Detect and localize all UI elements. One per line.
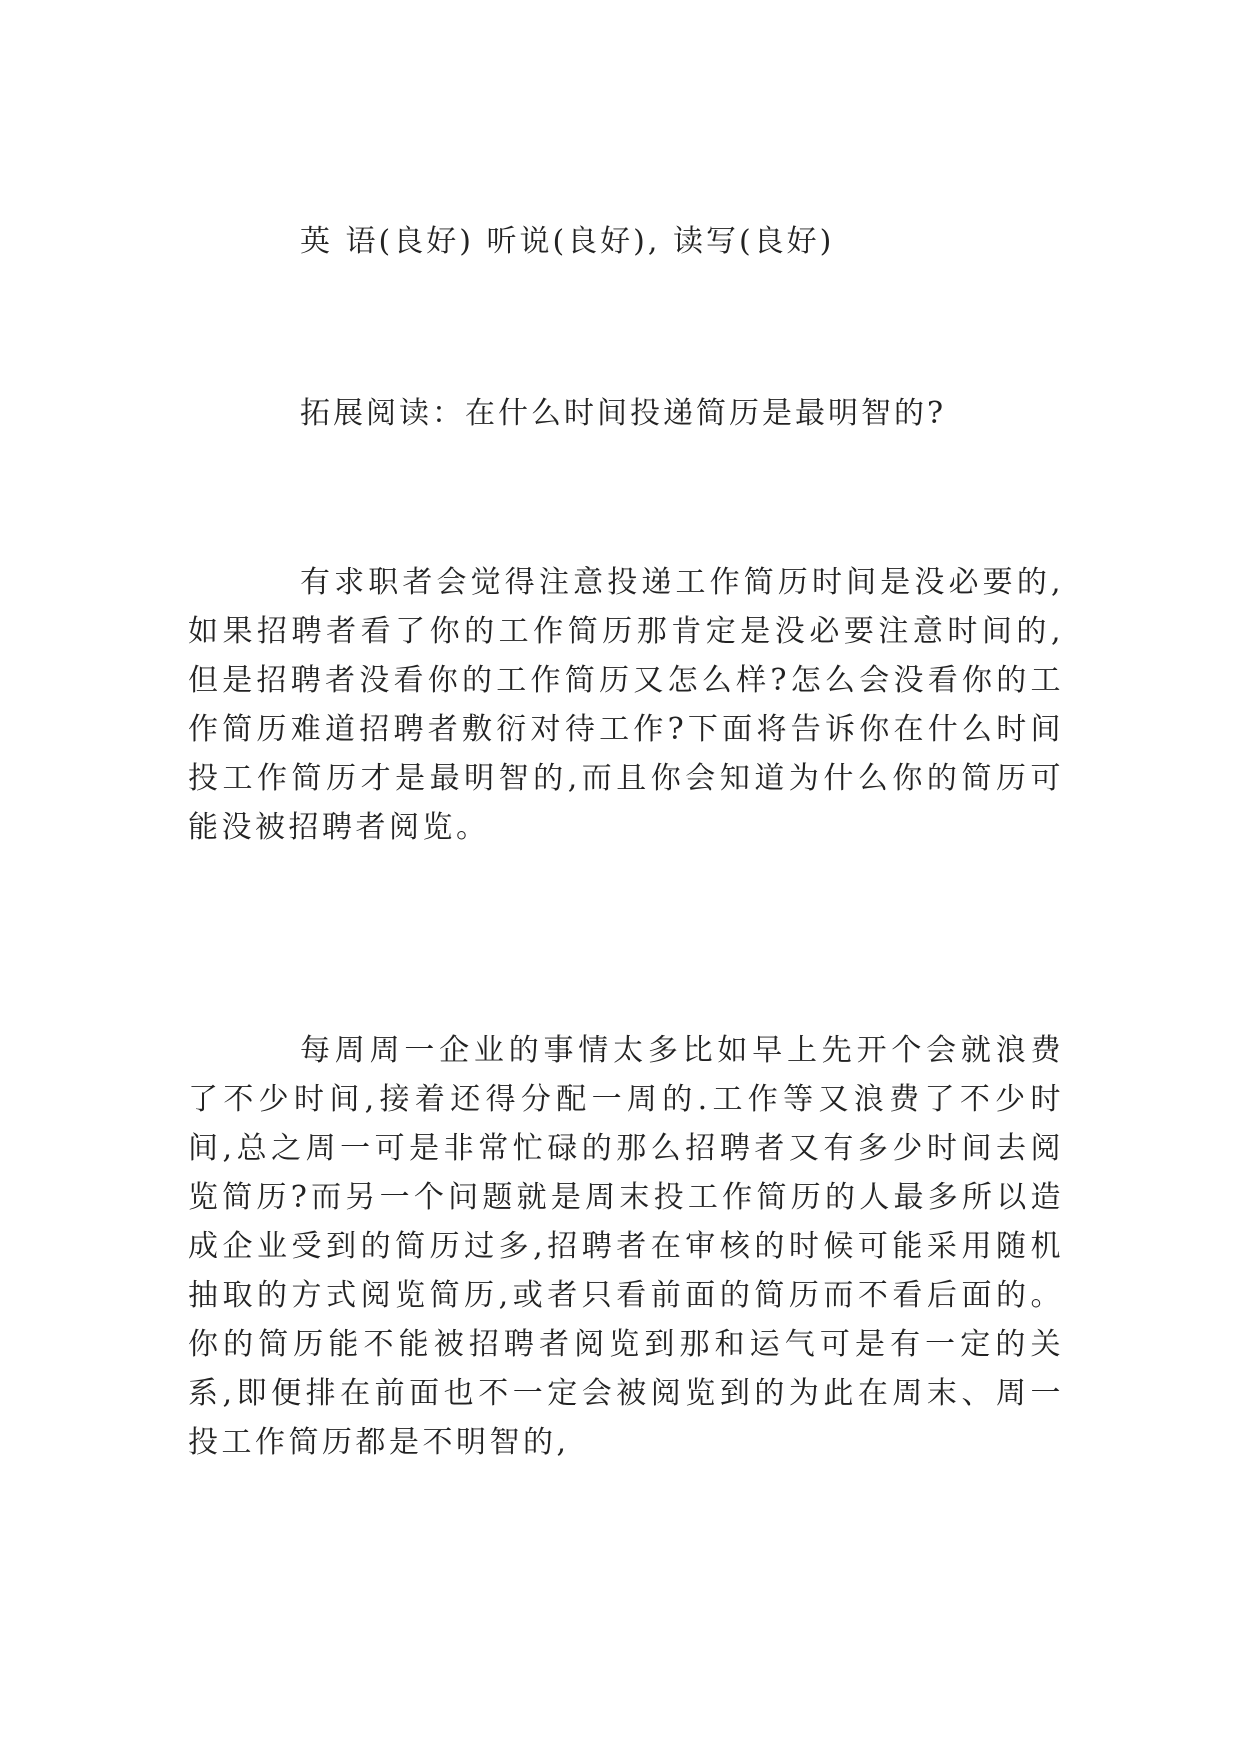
extended-reading-heading: 拓展阅读：在什么时间投递简历是最明智的? [300,396,947,431]
language-skills-line: 英 语(良好) 听说(良好), 读写(良好) [300,224,835,259]
paragraph-intro: 有求职者会觉得注意投递工作简历时间是没必要的,如果招聘者看了你的工作简历那肯定是没必要注意时间的,但是招聘者没看你的工作简历又怎么样?怎么会没看你的工作简历难道招聘者敷衍对待工作?下面将告诉你在什么时间投工作简历才是最明智的,而且你会知道为什么你的简历可能没被招聘者阅览。 [188,565,1064,845]
paragraph-monday: 每周周一企业的事情太多比如早上先开个会就浪费了不少时间,接着还得分配一周的.工作等又浪费了不少时间,总之周一可是非常忙碌的那么招聘者又有多少时间去阅览简历?而另一个问题就是周末投工作简历的人最多所以造成企业受到的简历过多,招聘者在审核的时候可能采用随机抽取的方式阅览简历,或者只看前面的简历而不看后面的。你的简历能不能被招聘者阅览到那和运气可是有一定的关系,即便排在前面也不一定会被阅览到的为此在周末、周一投工作简历都是不明智的, [188,1033,1064,1460]
